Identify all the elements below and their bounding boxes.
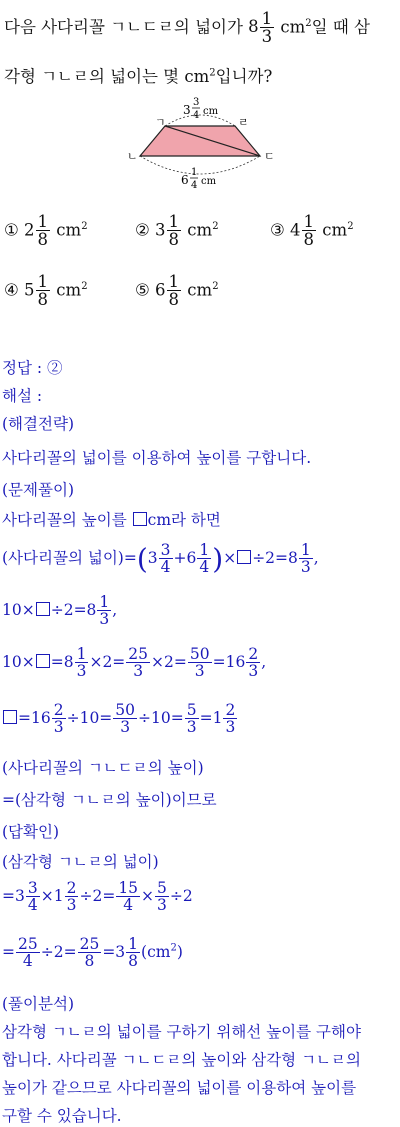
equation-6: (사다리꼴의 ㄱㄴㄷㄹ의 높이) — [2, 759, 204, 777]
answer-label: 정답 : ② — [2, 359, 63, 377]
svg-text:1: 1 — [191, 167, 198, 178]
blank-box — [133, 512, 147, 526]
question-line-1: 다음 사다리꼴 ㄱㄴㄷㄹ의 넓이가 8 $\frac{1}{3}$ $cm^2$일 때 삼 — [4, 9, 370, 47]
question-line-2: 각형 ㄱㄴㄹ의 넓이는 몇 $cm^2$입니까? — [4, 67, 273, 86]
explain-label: 해설 : — [2, 387, 43, 405]
analysis-line-4: 구할 수 있습니다. — [2, 1107, 122, 1125]
top-length-label — [183, 97, 219, 121]
svg-text:cm: cm — [201, 176, 217, 187]
equation-2: 10× ÷2=8 $\frac{1}{3}$ , — [2, 593, 118, 629]
analysis-label: (풀이분석) — [2, 995, 74, 1013]
solve-line-1: 사다리꼴의 높이를 cm라 하면 — [2, 511, 221, 529]
analysis-line-3: 높이가 같으므로 사다리꼴의 넓이를 이용하여 높이를 — [2, 1079, 357, 1097]
analysis-line-1: 삼각형 ㄱㄴㄹ의 넓이를 구하기 위해선 높이를 구해야 — [2, 1023, 361, 1041]
svg-text:4: 4 — [193, 110, 200, 121]
vertex-label-n: ㄴ — [127, 150, 138, 163]
svg-text:4: 4 — [191, 180, 198, 191]
strategy-label: (해결전략) — [2, 415, 74, 433]
bottom-length-label — [181, 167, 217, 191]
vertex-label-d: ㄷ — [264, 150, 275, 163]
check-equation-1: =3 $\frac{3}{4}$ ×1 $\frac{2}{3}$ ÷2= $\frac{15}{4}$ × $\frac{5}{3}$ ÷2 — [2, 879, 193, 915]
check-equation-2: = $\frac{25}{4}$ ÷2= $\frac{25}{8}$ =3 $\frac{1}{8}$ $(cm^2)$ — [2, 935, 183, 971]
option-4[interactable]: ④ 5 $\frac{1}{8}$ $cm^2$ — [4, 272, 88, 310]
option-3[interactable]: ③ 4 $\frac{1}{8}$ $cm^2$ — [270, 212, 354, 250]
trapezoid-shape — [140, 126, 260, 156]
solve-label: (문제풀이) — [2, 481, 74, 499]
area-mixed-number: 8 $\frac{1}{3}$ — [248, 9, 273, 47]
vertex-label-g: ㄱ — [155, 116, 166, 129]
svg-text:3: 3 — [193, 97, 200, 108]
equation-4: =16 $\frac{2}{3}$ ÷10= $\frac{50}{3}$ ÷10= $\frac{5}{3}$ =1 $\frac{2}{3}$ — [2, 702, 238, 736]
svg-text:6: 6 — [181, 173, 189, 187]
check-line: (삼각형 ㄱㄴㄹ의 넓이) — [2, 853, 159, 871]
svg-text:3: 3 — [183, 103, 191, 117]
svg-text:cm: cm — [203, 106, 219, 117]
check-label: (답확인) — [2, 823, 60, 841]
equation-1: (사다리꼴의 넓이)=(3 $\frac{3}{4}$ +6 $\frac{1}{4}$ )× ÷2=8 $\frac{1}{3}$ , — [2, 541, 319, 577]
analysis-line-2: 합니다. 사다리꼴 ㄱㄴㄷㄹ의 높이와 삼각형 ㄱㄴㄹ의 — [2, 1051, 361, 1069]
equation-7: =(삼각형 ㄱㄴㄹ의 높이)이므로 — [2, 791, 217, 809]
option-5[interactable]: ⑤ 6 $\frac{1}{8}$ $cm^2$ — [135, 272, 219, 310]
trapezoid-figure — [115, 90, 285, 195]
option-1[interactable]: ① 2 $\frac{1}{8}$ $cm^2$ — [4, 212, 88, 250]
option-2[interactable]: ② 3 $\frac{1}{8}$ $cm^2$ — [135, 212, 219, 250]
strategy-text: 사다리꼴의 넓이를 이용하여 높이를 구합니다. — [2, 449, 312, 467]
vertex-label-r: ㄹ — [238, 116, 249, 129]
equation-3: 10× =8 $\frac{1}{3}$ ×2= $\frac{25}{3}$ ×2= $\frac{50}{3}$ =16 $\frac{2}{3}$ , — [2, 645, 267, 681]
